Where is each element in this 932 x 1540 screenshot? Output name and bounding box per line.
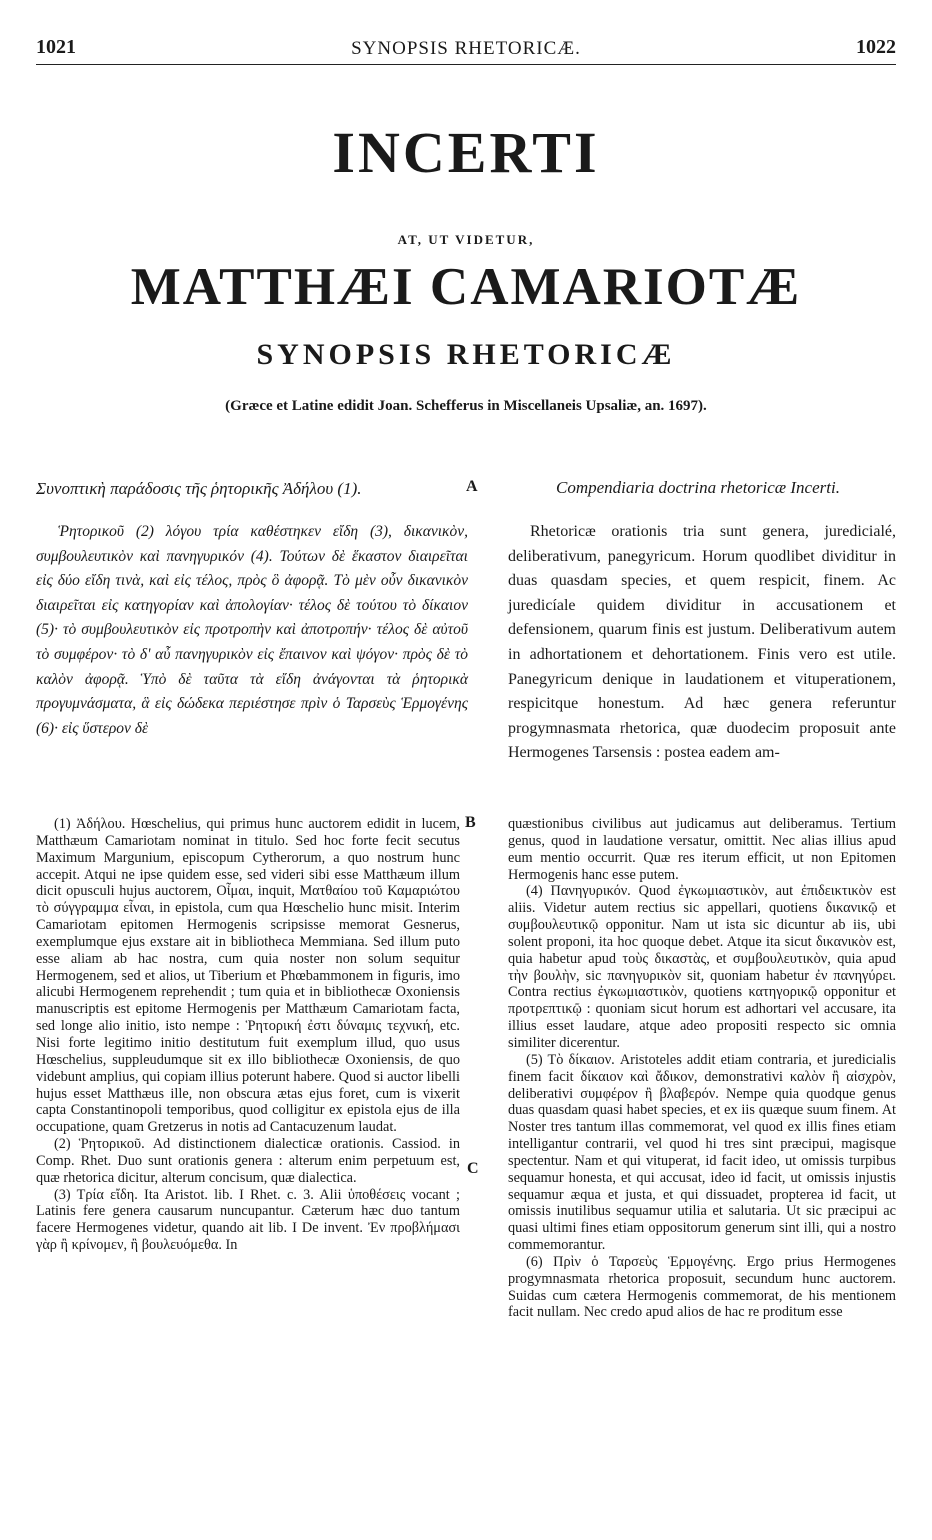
running-title: SYNOPSIS RHETORICÆ. <box>351 38 581 59</box>
latin-paragraph: Rhetoricæ orationis tria sunt genera, juredicialé, deliberativum, panegyricum. Horum quodlibet dividitur in duas quasdam species, et quem respicit, finem. Ac juredicíale quidem dividitur in accusationem et defensionem, quarum finis est justum. Deliberativum autem in adhortationem et dehortationem. Finis vero est utile. Panegyricum denique in laudationem et vituperationem, respicitque honestum. Ad hæc genera referuntur progymnasmata rhetorica, quæ duodecim proposuit ante Hermogenes Tarsensis : postea eadem am- <box>508 523 896 762</box>
latin-text <box>508 520 896 766</box>
page-number-right: 1022 <box>856 36 896 58</box>
footnote: (4) Πανηγυρικόν. Quod ἐγκωμιαστικὸν, aut ἐπιδεικτικὸν est aliis. Videtur autem rectius sic appellari, quotiens δικανικῷ et συμβουλευτικῷ opponitur. Nam ut ista sic dicuntur ab iis, ubi solent proponi, ita hoc quoque debet. Atque ita sicut δικανικὸν est, quia habetur apud τοὺς δικαστὰς, et συμβουλευτικὸν, quia apud τὴν βουλὴν, sic πανηγυρικὸν sit, quoniam habetur ἐν πανηγύρει. Contra rectius ἐγκωμιαστικὸν, quotiens κατηγορικῷ opponitur et προτρεπτικῷ : quoniam sicut horum est adhortari vel accusare, ita illius esset laudare, atque adeo propositi respecto sic omnia similiter dicerentur. <box>508 883 896 1051</box>
latin-heading: Compendiaria doctrina rhetoricæ Incerti. <box>556 478 840 497</box>
header-rule <box>36 64 896 65</box>
margin-letter-c: C <box>467 1160 479 1177</box>
footnotes-left <box>36 816 460 1254</box>
greek-text <box>36 520 468 741</box>
footnote: (3) Τρία εἴδη. Ita Aristot. lib. I Rhet. c. 3. Alii ὑποθέσεις vocant ; Latinis fere genera causarum nuncupantur. Cæterum hæc duo tantum facere Hermogenes videtur, quando ait lib. I De invent. Ἐν προβλήμασι γὰρ ἢ κρίνομεν, ἢ βουλευόμεθα. In <box>36 1186 460 1254</box>
footnotes-right <box>508 816 896 1321</box>
edition-note: (Græce et Latine edidit Joan. Schefferus in Miscellaneis Upsaliæ, an. 1697). <box>225 398 707 414</box>
page-number-left: 1021 <box>36 36 76 58</box>
footnote: (2) Ῥητορικοῦ. Ad distinctionem dialecticæ orationis. Cassiod. in Comp. Rhet. Duo sunt orationis genera : alterum enim perpetuum est, quæ rhetorica dicitur, alterum concisum, quæ dialectica. <box>36 1136 460 1186</box>
footnote: (6) Πρὶν ὁ Ταρσεὺς Ἑρμογένης. Ergo prius Hermogenes progymnasmata rhetorica proposuit, secundum hunc auctorem. Suidas cum cætera Hermogenis commemorat, de his mentionem facit nullam. Nec credo apud alios de hac re proditum esse <box>508 1253 896 1321</box>
footnote: (1) Ἀδήλου. Hœschelius, qui primus hunc auctorem edidit in lucem, Matthæum Camariotam nominat in titulo. Sed hoc forte fecit secutus Maximum Margunium, episcopum Cytherorum, a quo nostrum hunc accepit. Atqui ne ipse quidem esse, sed videri sibi esse Matthæum illum dicit opusculi hujus auctorem, Οἶμαι, inquit, Ματθαίου τοῦ Καμαριώτου τὸ σύγγραμμα εἶναι, in epistola, cum qua Hœschelio hunc misit. Interim Camariotam epitomen Hermogenis scripsisse memorat Gesnerus, exemplumque ejus exstare ait in bibliotheca Memmiana. Sed illum puto esse aliam ab hac nostra, cum quia noster non solum sequitur Hermogenem, sed et alios, ut Tiberium et Phœbammonem in figuris, imo alicubi Hermogenem reprehendit ; tum quia et in bibliothecæ Oxoniensis manuscriptis est epitome Hermogenis per Matthæum Camariotam facta, sed longe alio initio, isto nempe : Ῥητορική ἐστι δύναμις τεχνική, etc. Nisi forte legitimo initio destitutum fuit exemplum illud, quo usus Hœschelius, suppleudumque sit ex illo bibliothecæ Oxoniensis, de quo videbunt amplius, qui copiam illius poterunt habere. Quod si auctor libelli hujus esset Matthæus ille, non obscura ætas ejus foret, cum is vixerit capta Constantinopoli temporibus, quod colligitur ex epistola ejus de illa occupatione, quam Gretzerus in notis ad Cantacuzenum laudat. <box>36 816 460 1136</box>
greek-paragraph: Ῥητορικοῦ (2) λόγου τρία καθέστηκεν εἴδη (3), δικανικὸν, συμβουλευτικὸν καὶ πανηγυρικόν (4). Τούτων δὲ ἕκαστον διαιρεῖται εἰς δύο εἴδη τινὰ, καὶ εἰς τέλος, πρὸς ὃ ἀφορᾷ. Τὸ μὲν οὖν δικανικὸν διαιρεῖται εἰς κατηγορίαν καὶ ἀπολογίαν· τέλος δὲ τούτου τὸ δίκαιον (5)· τὸ συμβουλευτικὸν εἰς προτροπὴν καὶ ἀποτροπήν· τέλος δὲ αὐτοῦ τὸ συμφέρον· τὸ δ' αὖ πανηγυρικὸν εἰς ἔπαινον καὶ ψόγον· πρὸς δὲ τὸ καλὸν ἀφορᾷ. Ὑπὸ δὲ ταῦτα τὰ εἴδη ἀνάγονται τὰ ῥητορικὰ προγυμνάσματα, ἃ εἰς δώδεκα περιέστησε πρὶν ὁ Ταρσεὺς Ἑρμογένης (6)· εἰς ὕστερον δὲ <box>36 523 468 737</box>
margin-letter-a: A <box>466 478 478 495</box>
title-subline: AT, UT VIDETUR, <box>397 232 535 247</box>
greek-heading: Συνοπτικὴ παράδοσις τῆς ῥητορικῆς Ἀδήλου (1). <box>36 479 362 498</box>
running-header <box>36 36 896 62</box>
footnote-continuation: quæstionibus civilibus aut judicamus aut deliberamus. Tertium genus, quod in laudatione versatur, omittit. Nec alias illius apud eum mentio occurrit. Quæ res iterum efficit, ut non Epitomen Hermogenis hanc esse putem. <box>508 816 896 883</box>
footnote: (5) Τὸ δίκαιον. Aristoteles addit etiam contraria, et juredicialis finem facit δίκαιον καὶ ἄδικον, demonstrativi καλὸν ἢ αἰσχρὸν, deliberativi συμφέρον ἢ βλαβερόν. Nempe quia quodque genus duas quasdam quasi habet species, et ex iis quæque suum finem. At Noster tres tantum illas commemorat, vel quod ex illis fines etiam intelligantur contrarii, vel quod hi tres sint præcipui, magisque spectentur. Nam et qui vituperat, id facit ideo, ut omissis turpibus sequamur honesta, et qui accusat, ideo id facit, ut omissis injustis sequamur æqua et justa, et qui dissuadet, propterea id facit, ut omissis inutilibus sequamur utilia et salutaria. Ut sic præcipui ac quasi ultimi fines etiam oppositorum generum sint illi, qui a nostro commemorantur. <box>508 1051 896 1254</box>
margin-letter-b: B <box>465 814 476 831</box>
title-work: SYNOPSIS RHETORICÆ <box>256 338 676 371</box>
title-author: MATTHÆI CAMARIOTÆ <box>130 258 802 316</box>
title-incerti: INCERTI <box>332 120 600 185</box>
